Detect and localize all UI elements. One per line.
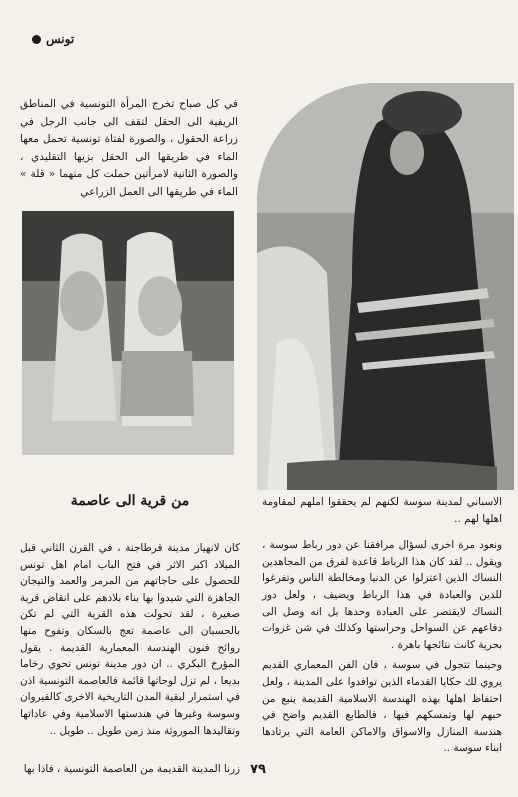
right-text-column [262, 494, 502, 761]
right-column-intro: الاسباني لمدينة سوسة لكنهم لم يحققوا املهم لمقاومة اهلها لهم .. [262, 496, 502, 525]
page-number: ٧٩ [250, 762, 266, 777]
photo-two-women-with-jars [22, 211, 234, 455]
left-text-column [20, 540, 240, 782]
left-column-paragraph: كان لانهيار مدينة قرطاجنة ، في القرن الثاني قبل الميلاد اكبر الاثر في فتح الباب امام اهل تونس للحصول على حاجاتهم من المرمر والعمد والتيجان الجاهزة التي شيدوا بها بناء بلادهم على انقاض قرية صغيرة ، لقد تحولت هذه القرية التي لم تكن بالحسبان الى عاصمة تعج بالسكان وتفوح منها روائح فنون الهندسة المعمارية القديمة . يقول المؤرخ البكري .. ان دور مدينة تونس تحوي رخاما بديعا ، لم تزل لوحاتها قائمة فالعاصمة التونسية اذن في استمرار لبقية المدن التاريخية الاخرى كالقيروان وسوسة وغيرها في هندستها الاسلامية وفي عاداتها وتقاليدها الموروثة منذ زمن طويل .. طويل .. [20, 542, 240, 737]
article-headline: من قرية الى عاصمة [70, 493, 190, 509]
right-column-paragraph: ونعود مرة اخرى لسؤال مرافقنا عن دور رباط سوسة ، ويقول .. لقد كان هذا الرباط قاعدة لفرق من المجاهدين النساك الذين اعتزلوا عن الدنيا ومخالطة الناس وتفرغوا للدين والعبادة في هذا الرباط ويضيف ، ولعل دور النساك لايقتصر على العبادة وحدها بل انه وصل الى دفاعهم عن السواحل وحراستها وكذلك في شن غزوات بحرية كانت نتائجها باهرة . [262, 539, 502, 651]
right-column-paragraph: وحينما تتجول في سوسة ، فان الفن المعماري القديم يروي لك حكايا القدماء الذين توافدوا على المدينة ، ولعل احتفاظ اهلها بهذه الهندسة الاسلامية القديمة ينبع من حبهم لها وتمسكهم فيها ، فالطابع القديم واضح في هندسة المنازل والاسواق والاماكن العامة التي يرتادها ابناء سوسة .. [262, 659, 502, 755]
bullet-icon [32, 35, 41, 44]
photo-caption: في كل صباح تخرج المرأة التونسية في المناطق الريفية الى الحقل لتقف الى جانب الرجل في زراعة الحقول ، والصورة لفتاة تونسية تحمل معها الماء في طريقها الى الحقل بزيها التقليدي ، والصورة الثانية لامرأتين حملت كل منهما « قلة » الماء في طريقها الى العمل الزراعي [20, 98, 238, 198]
photo-woman-carrying-jar [257, 83, 514, 490]
section-name: تونس [46, 32, 75, 46]
section-label [32, 32, 74, 46]
left-column-tail: زرنا المدينة القديمة من العاصمة التونسية ، فاذا بها [23, 763, 240, 776]
